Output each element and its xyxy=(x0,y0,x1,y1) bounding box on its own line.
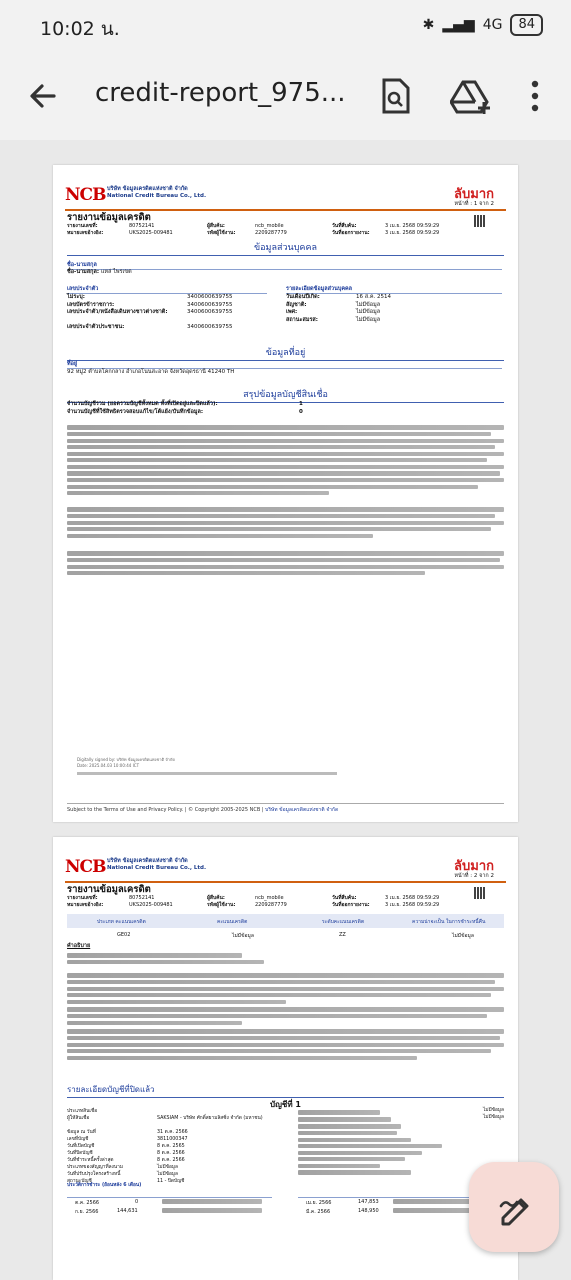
back-button[interactable] xyxy=(24,78,64,114)
battery-indicator: 84 xyxy=(510,14,543,36)
signal-icon: ▂▄▆ xyxy=(442,17,475,33)
company-name: บริษัท ข้อมูลเครดิตแห่งชาติ จำกัด National Credit Bureau Co., Ltd. xyxy=(107,858,207,871)
bluetooth-icon: ✱ xyxy=(422,17,435,33)
arrow-back-icon xyxy=(24,78,64,114)
score-paragraph-1 xyxy=(67,971,504,1006)
pdf-page-1[interactable] xyxy=(53,165,518,822)
name-head: ชื่อ-นามสกุล xyxy=(67,261,502,270)
confidential-label: ลับมาก xyxy=(454,187,494,202)
disclaimer-paragraph-3 xyxy=(67,549,504,578)
search-document-button[interactable] xyxy=(378,76,414,116)
score-notes xyxy=(67,951,504,967)
score-paragraph-2 xyxy=(67,1005,504,1027)
status-bar xyxy=(0,0,571,52)
page-number: หน้าที่ : 2 จาก 2 xyxy=(454,873,494,879)
personal-section-title: ข้อมูลส่วนบุคคล xyxy=(67,240,504,256)
payment-table-header-left xyxy=(67,1190,272,1198)
add-to-drive-button[interactable] xyxy=(450,76,492,116)
pdf-page-2[interactable] xyxy=(53,837,518,1280)
disclaimer-paragraph-2 xyxy=(67,505,504,540)
more-vert-icon xyxy=(525,76,545,116)
detail-list: วันเดือนปีเกิด: 16 ส.ค. 2514 สัญชาติ: ไม่มีข้อมูล เพศ: ไม่มีข้อมูล สถานะสมรส: ไม่มีข้อมูล xyxy=(286,294,392,323)
edit-pen-icon xyxy=(469,1162,559,1252)
page-footer: Subject to the Terms of Use and Privacy Policy. | © Copyright 2005-2025 NCB | บริษัท ข้อมูลเครดิตแห่งชาติ จำกัด xyxy=(67,803,504,814)
more-options-button[interactable] xyxy=(525,76,545,116)
search-document-icon xyxy=(378,76,412,116)
id-head: เลขประจำตัว xyxy=(67,285,267,294)
payment-history-title: ประวัติการชำระ (ย้อนหลัง 6 เดือน) xyxy=(67,1183,142,1188)
note-head: คำอธิบาย xyxy=(67,943,91,949)
score-paragraph-3 xyxy=(67,1027,504,1062)
payment-row: ต.ค. 2566 0 xyxy=(67,1199,272,1206)
footer-link[interactable]: บริษัท ข้อมูลเครดิตแห่งชาติ จำกัด xyxy=(265,807,339,813)
id-list: ไม่ระบุ: 3400600639755 เลขบัตรข้าราชการ: 3400600639755 เลขประจำตัว/หนังสือเดินทางชาวต่างชาติ: 3400600639755 เลขประจำตัวประชาชน: 3400600639755 xyxy=(67,294,233,330)
payment-row: เม.ย. 2566 147,853 xyxy=(298,1199,503,1206)
network-type: 4G xyxy=(482,17,503,33)
summary-list: จำนวนบัญชีรวม (ยอดรวมบัญชีทั้งหมด ทั้งที่เปิดอยู่และปิดแล้ว): 1 จำนวนบัญชีที่ใช้สิทธิตรวจสอบแก้ไข/โต้แย้ง/บันทึกข้อมูล: 0 xyxy=(67,401,303,415)
score-table-header: ประเภท คะแนนเครดิต คะแนนเครดิต ระดับคะแนนเครดิต ความน่าจะเป็น ในการชำระหนี้คืน xyxy=(67,914,504,928)
account-details-left: ประเภทสินเชื่อ ผู้ให้สินเชื่อ SAKSIAM - บริษัท ศักดิ์สยามลิสซิ่ง จำกัด (มหาชน) ข้อมูล ณ วันที่ 31 ต.ค. 2566 เลขที่บัญชี 3811000347 วันที่เปิดบัญชี 8 ต.ค. 2565 วันที่ปิดบัญชี 8 ต.ค. 2566 วันที่ชำระหนี้ครั้งล่าสุด 8 ต.ค. 2566 ประเภทของสัญญาที่ลงนาม ไม่มีข้อมูล วันที่ปรับปรุงโครงสร้างหนี้ ไม่มีข้อมูล สถานะบัญชี 11 - ปิดบัญชี xyxy=(67,1109,263,1184)
payment-row: มี.ค. 2566 148,950 xyxy=(298,1208,503,1215)
document-title: credit-report_975... xyxy=(95,78,346,108)
account-title: บัญชีที่ 1 xyxy=(270,1100,301,1109)
edit-fab[interactable] xyxy=(469,1162,559,1252)
page-number: หน้าที่ : 1 จาก 2 xyxy=(454,201,494,207)
name-row: ชื่อ-นามสกุล: แหล่ ไพรเขต xyxy=(67,269,132,275)
page-header xyxy=(65,857,506,883)
report-title: รายงานข้อมูลเครดิต xyxy=(67,884,151,895)
company-name: บริษัท ข้อมูลเครดิตแห่งชาติ จำกัด National Credit Bureau Co., Ltd. xyxy=(107,186,207,199)
report-meta: รายงานเลขที่: 80752141 หมายเลขอ้างอิง: UKS2025-009481 ผู้สืบค้น: ncb_mobile รหัสผู้ใช้งาน: 2209287779 วันที่สืบค้น: 3 เม.ย. 2568 09:59:29 วันที่ออกรายงาน: 3 เม.ย. 2568 09:59:29 xyxy=(67,223,440,236)
address-section-title: ข้อมูลที่อยู่ xyxy=(67,345,504,361)
address-head: ที่อยู่ xyxy=(67,360,502,369)
payment-row: ก.ย. 2566 144,631 xyxy=(67,1208,272,1215)
address-value: 92 หมู่2 ตำบลโคกกลาง อำเภอโนนสะอาด จังหวัดอุดรธานี 41240 TH xyxy=(67,369,235,375)
summary-section-title: สรุปข้อมูลบัญชีสินเชื่อ xyxy=(67,387,504,403)
report-meta: รายงานเลขที่: 80752141 หมายเลขอ้างอิง: UKS2025-009481 ผู้สืบค้น: ncb_mobile รหัสผู้ใช้งาน: 2209287779 วันที่สืบค้น: 3 เม.ย. 2568 09:59:29 วันที่ออกรายงาน: 3 เม.ย. 2568 09:59:29 xyxy=(67,895,440,908)
detail-head: รายละเอียดข้อมูลส่วนบุคคล xyxy=(286,285,502,294)
confidential-label: ลับมาก xyxy=(454,859,494,874)
status-icons xyxy=(423,14,543,36)
closed-accounts-title: รายละเอียดบัญชีที่ปิดแล้ว xyxy=(67,1083,504,1098)
account-details-right: ไม่มีข้อมูล ไม่มีข้อมูล xyxy=(298,1108,504,1177)
digital-signature: Digitally signed by: บริษัท ข้อมูลเครดิตแห่งชาติ จำกัด Date: 2025.04.03 10:00:44 ICT xyxy=(77,757,337,775)
app-toolbar xyxy=(0,52,571,140)
ncb-logo: NCB xyxy=(65,185,106,205)
status-time: 10:02 น. xyxy=(40,18,120,40)
disclaimer-paragraph-1 xyxy=(67,423,504,498)
report-title: รายงานข้อมูลเครดิต xyxy=(67,212,151,223)
page-header xyxy=(65,185,506,211)
ncb-logo: NCB xyxy=(65,857,106,877)
score-table-row: GE02 ไม่มีข้อมูล ZZ ไม่มีข้อมูล xyxy=(117,932,474,939)
drive-add-icon xyxy=(450,76,492,116)
